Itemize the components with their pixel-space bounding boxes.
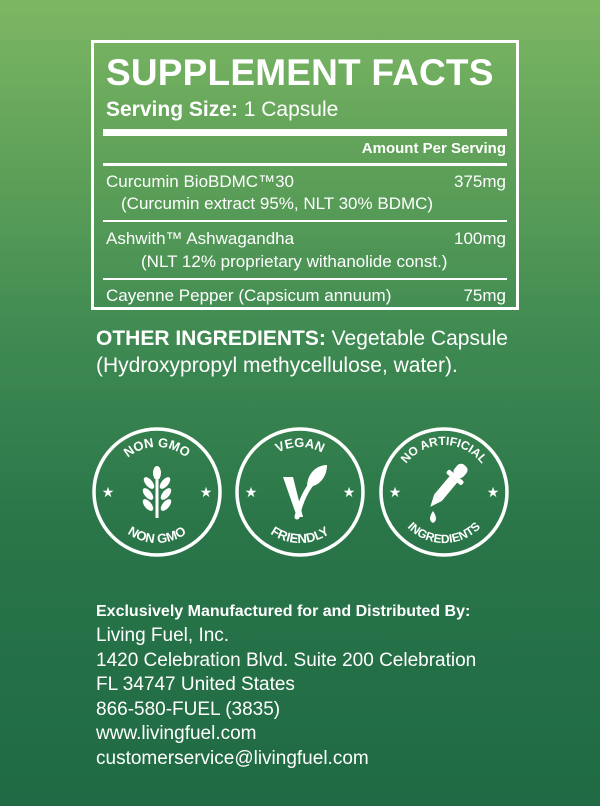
badge-bottom-text: INGREDIENTS bbox=[405, 519, 483, 547]
serving-size-label: Serving Size: bbox=[106, 98, 238, 121]
badge-top-text: NO ARTIFICIAL bbox=[397, 433, 491, 466]
dropper-icon bbox=[423, 459, 473, 523]
ingredient-name: Ashwith™ Ashwagandha bbox=[106, 229, 295, 248]
row-divider bbox=[103, 220, 507, 222]
facts-title: SUPPLEMENT FACTS bbox=[106, 52, 494, 93]
address-line-2: FL 34747 United States bbox=[96, 674, 295, 695]
row-divider bbox=[103, 278, 507, 280]
address-line-1: 1420 Celebration Blvd. Suite 200 Celebration bbox=[96, 649, 477, 671]
svg-text:★: ★ bbox=[199, 485, 213, 501]
ingredient-detail: (NLT 12% proprietary withanolide const.) bbox=[141, 252, 448, 271]
svg-text:★: ★ bbox=[388, 485, 402, 501]
svg-text:INGREDIENTS bbox=[405, 519, 483, 546]
badge-bottom-text: NON GMO bbox=[125, 523, 189, 547]
phone-number: 866-580-FUEL (3835) bbox=[96, 698, 281, 720]
other-ingredients-label: OTHER INGREDIENTS: bbox=[96, 327, 326, 350]
header-divider bbox=[103, 163, 507, 166]
no-artificial-ingredients-badge bbox=[377, 425, 511, 559]
ingredient-amount: 375mg bbox=[454, 172, 506, 191]
svg-text:★: ★ bbox=[342, 485, 356, 501]
non-gmo-badge bbox=[90, 425, 224, 559]
email: customerservice@livingfuel.com bbox=[96, 747, 369, 769]
ingredient-detail: (Curcumin extract 95%, NLT 30% BDMC) bbox=[121, 194, 434, 213]
svg-text:NON GMO bbox=[126, 523, 189, 546]
company-name: Living Fuel, Inc. bbox=[96, 625, 230, 646]
supplement-facts-panel bbox=[91, 40, 519, 310]
amount-per-serving-header: Amount Per Serving bbox=[361, 140, 506, 157]
website: www.livingfuel.com bbox=[96, 723, 257, 744]
distributor-info bbox=[96, 602, 476, 771]
other-ingredients-text: Vegetable Capsule (Hydroxypropyl methycellulose, water). bbox=[96, 327, 508, 377]
certification-badges bbox=[88, 425, 512, 570]
badge-top-text: NON GMO bbox=[120, 434, 194, 461]
other-ingredients bbox=[96, 325, 516, 379]
wheat-icon bbox=[141, 466, 173, 518]
ingredient-amount: 100mg bbox=[454, 229, 506, 248]
vegan-friendly-badge bbox=[233, 425, 367, 559]
svg-text:★: ★ bbox=[101, 485, 115, 501]
svg-text:FRIENDLY bbox=[268, 523, 331, 546]
svg-text:NON GMO bbox=[121, 435, 193, 460]
serving-size bbox=[106, 98, 338, 122]
ingredient-amount: 75mg bbox=[463, 286, 506, 305]
thick-divider bbox=[103, 129, 507, 136]
svg-text:★: ★ bbox=[486, 485, 500, 501]
serving-size-value: 1 Capsule bbox=[243, 98, 339, 121]
ingredient-name: Cayenne Pepper (Capsicum annuum) bbox=[106, 286, 392, 305]
badge-top-text: VEGAN bbox=[272, 434, 328, 456]
ingredient-name: Curcumin BioBDMC™30 bbox=[106, 172, 294, 191]
distributor-heading: Exclusively Manufactured for and Distributed By: bbox=[96, 603, 471, 620]
badge-bottom-text: FRIENDLY bbox=[268, 523, 332, 547]
svg-text:VEGAN bbox=[273, 435, 327, 455]
leaf-v-icon bbox=[283, 465, 327, 517]
svg-text:★: ★ bbox=[244, 485, 258, 501]
